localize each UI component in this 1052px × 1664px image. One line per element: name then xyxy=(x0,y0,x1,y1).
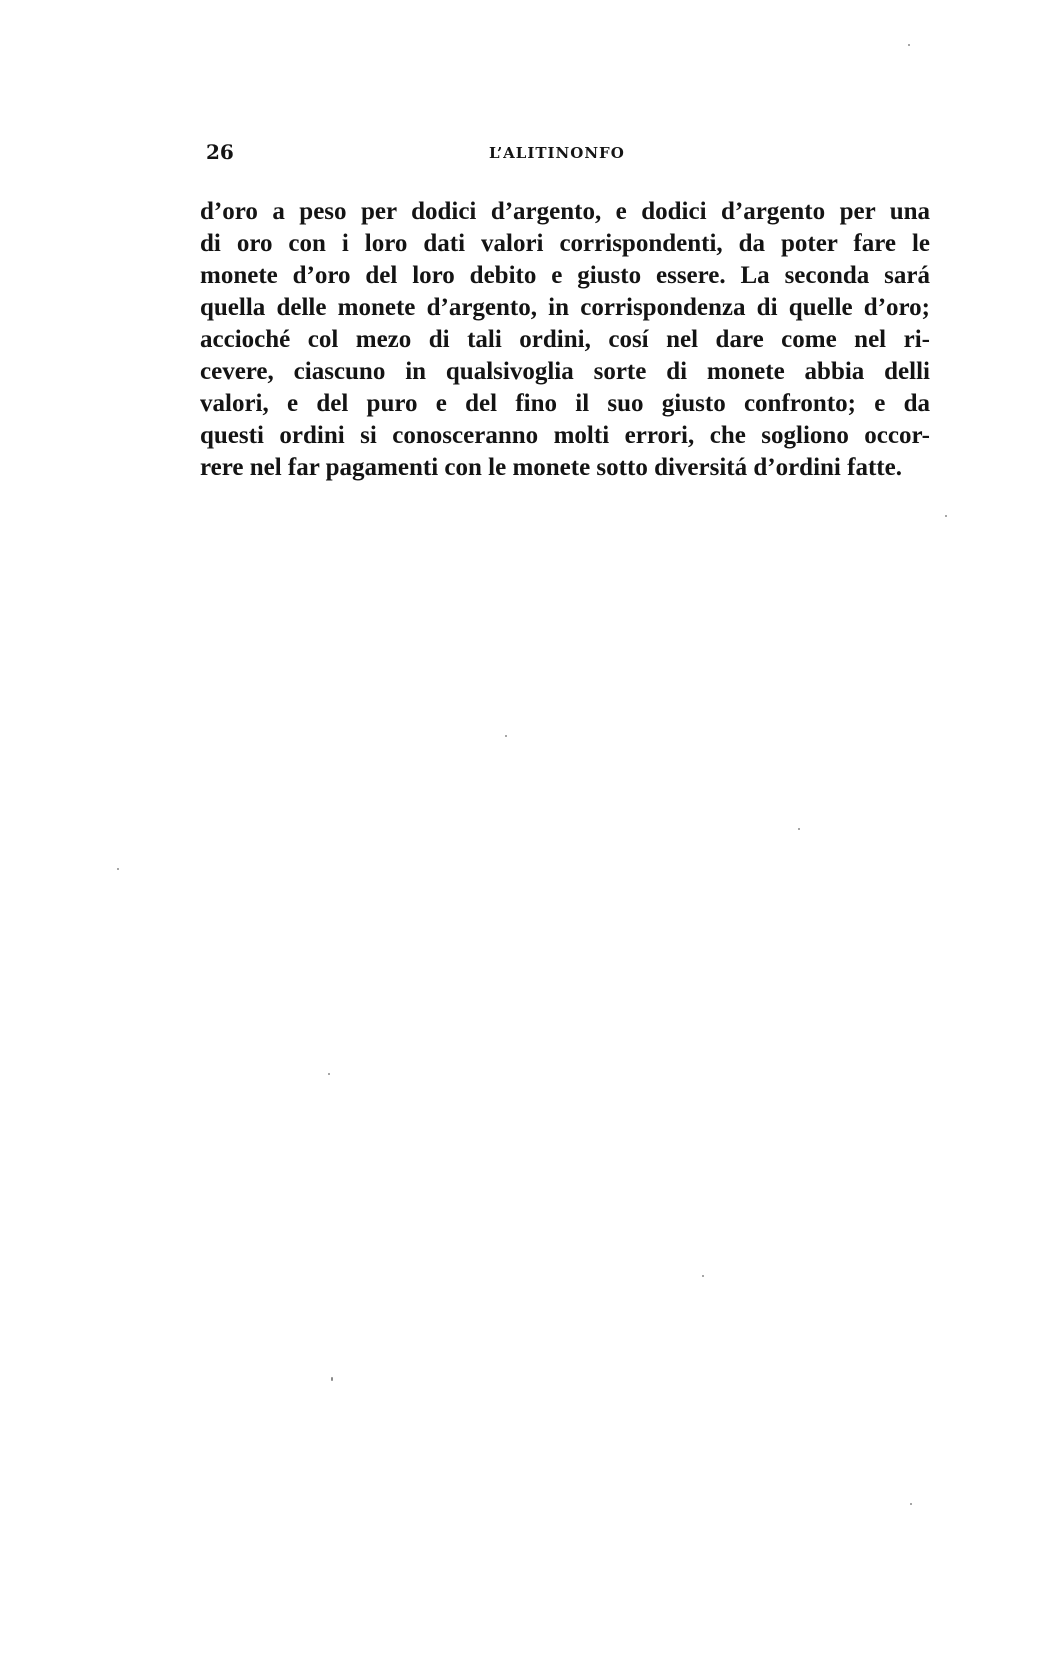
scan-speck xyxy=(945,515,947,517)
scan-speck xyxy=(798,828,800,830)
text-line: monete d’oro del loro debito e giusto essere. La seconda sará xyxy=(200,262,930,289)
running-title: L’ALITINONFO xyxy=(489,144,625,162)
text-line: valori, e del puro e del fino il suo giusto confronto; e da xyxy=(200,390,930,417)
scan-speck xyxy=(331,1377,333,1381)
text-line: accioché col mezo di tali ordini, cosí nel dare come nel ri- xyxy=(200,326,930,353)
scan-speck xyxy=(910,1503,912,1505)
scan-speck xyxy=(505,735,507,737)
text-line: quella delle monete d’argento, in corrispondenza di quelle d’oro; xyxy=(200,294,930,321)
scan-speck xyxy=(702,1275,704,1277)
scan-speck xyxy=(908,44,910,46)
text-line: rere nel far pagamenti con le monete sotto diversitá d’ordini fatte. xyxy=(200,454,902,481)
text-line: questi ordini si conosceranno molti errori, che sogliono occor- xyxy=(200,422,930,449)
running-head xyxy=(200,140,930,170)
text-line: di oro con i loro dati valori corrispondenti, da poter fare le xyxy=(200,230,930,257)
scan-speck xyxy=(328,1073,330,1075)
scan-speck xyxy=(117,868,119,870)
body-paragraph xyxy=(200,196,930,484)
text-line: d’oro a peso per dodici d’argento, e dodici d’argento per una xyxy=(200,198,930,225)
text-line: cevere, ciascuno in qualsivoglia sorte di monete abbia delli xyxy=(200,358,930,385)
page-number: 26 xyxy=(206,140,234,164)
